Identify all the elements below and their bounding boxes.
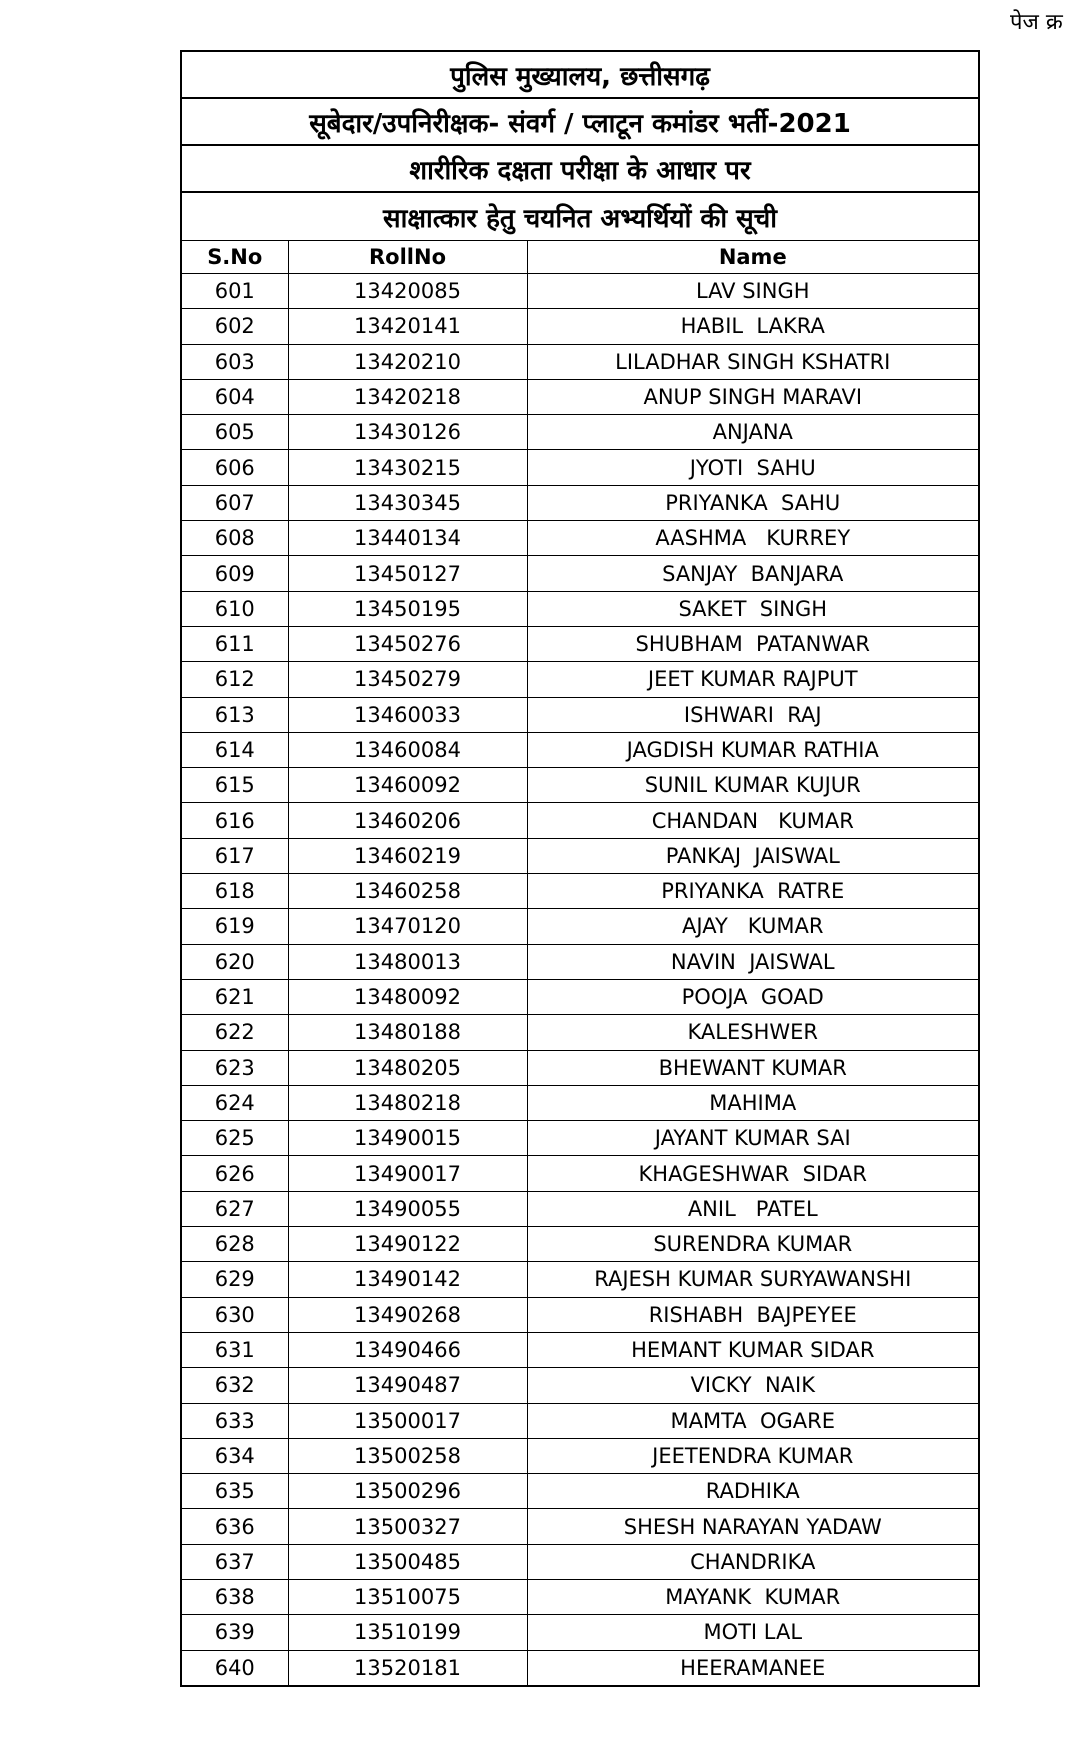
- table-row: [182, 309, 978, 344]
- cell-name: CHANDAN KUMAR: [527, 803, 978, 838]
- cell-sno: 638: [182, 1579, 288, 1614]
- table-row: [182, 1650, 978, 1685]
- cell-rollno: 13500258: [288, 1438, 527, 1473]
- cell-name: RISHABH BAJPEYEE: [527, 1297, 978, 1332]
- cell-rollno: 13420085: [288, 274, 527, 309]
- table-row: [182, 626, 978, 661]
- table-row: [182, 1191, 978, 1226]
- cell-sno: 622: [182, 1015, 288, 1050]
- cell-name: JEET KUMAR RAJPUT: [527, 662, 978, 697]
- cell-sno: 603: [182, 344, 288, 379]
- cell-sno: 639: [182, 1615, 288, 1650]
- cell-rollno: 13510075: [288, 1579, 527, 1614]
- cell-sno: 613: [182, 697, 288, 732]
- cell-sno: 625: [182, 1121, 288, 1156]
- cell-rollno: 13420210: [288, 344, 527, 379]
- cell-name: LILADHAR SINGH KSHATRI: [527, 344, 978, 379]
- cell-rollno: 13450127: [288, 556, 527, 591]
- cell-rollno: 13420141: [288, 309, 527, 344]
- cell-rollno: 13520181: [288, 1650, 527, 1685]
- cell-sno: 616: [182, 803, 288, 838]
- cell-sno: 621: [182, 979, 288, 1014]
- header-rollno: RollNo: [288, 241, 527, 274]
- table-row: [182, 662, 978, 697]
- cell-rollno: 13460092: [288, 768, 527, 803]
- cell-sno: 634: [182, 1438, 288, 1473]
- cell-name: ISHWARI RAJ: [527, 697, 978, 732]
- cell-name: MAYANK KUMAR: [527, 1579, 978, 1614]
- cell-rollno: 13490122: [288, 1227, 527, 1262]
- header-name: Name: [527, 241, 978, 274]
- cell-sno: 612: [182, 662, 288, 697]
- cell-rollno: 13420218: [288, 379, 527, 414]
- cell-sno: 601: [182, 274, 288, 309]
- cell-rollno: 13490466: [288, 1332, 527, 1367]
- table-row: [182, 415, 978, 450]
- cell-name: ANJANA: [527, 415, 978, 450]
- cell-sno: 632: [182, 1368, 288, 1403]
- table-row: [182, 697, 978, 732]
- cell-rollno: 13470120: [288, 909, 527, 944]
- table-row: [182, 838, 978, 873]
- cell-rollno: 13480013: [288, 944, 527, 979]
- cell-sno: 640: [182, 1650, 288, 1685]
- cell-sno: 606: [182, 450, 288, 485]
- cell-rollno: 13460033: [288, 697, 527, 732]
- cell-rollno: 13450195: [288, 591, 527, 626]
- cell-name: NAVIN JAISWAL: [527, 944, 978, 979]
- cell-name: JAYANT KUMAR SAI: [527, 1121, 978, 1156]
- cell-sno: 624: [182, 1085, 288, 1120]
- title-recruitment: सूबेदार/उपनिरीक्षक- संवर्ग / प्लाटून कमांडर भर्ती-2021: [182, 99, 978, 146]
- table-row: [182, 874, 978, 909]
- cell-name: PRIYANKA RATRE: [527, 874, 978, 909]
- cell-name: SUNIL KUMAR KUJUR: [527, 768, 978, 803]
- cell-rollno: 13490017: [288, 1156, 527, 1191]
- cell-rollno: 13500017: [288, 1403, 527, 1438]
- cell-sno: 610: [182, 591, 288, 626]
- table-row: [182, 379, 978, 414]
- table-row: [182, 909, 978, 944]
- table-row: [182, 1085, 978, 1120]
- cell-rollno: 13510199: [288, 1615, 527, 1650]
- cell-name: PRIYANKA SAHU: [527, 485, 978, 520]
- cell-sno: 604: [182, 379, 288, 414]
- cell-rollno: 13450276: [288, 626, 527, 661]
- cell-sno: 605: [182, 415, 288, 450]
- table-row: [182, 1579, 978, 1614]
- cell-name: RAJESH KUMAR SURYAWANSHI: [527, 1262, 978, 1297]
- cell-name: JAGDISH KUMAR RATHIA: [527, 732, 978, 767]
- table-row: [182, 1474, 978, 1509]
- cell-sno: 635: [182, 1474, 288, 1509]
- table-row: [182, 556, 978, 591]
- cell-rollno: 13500296: [288, 1474, 527, 1509]
- cell-name: AASHMA KURREY: [527, 521, 978, 556]
- table-row: [182, 1615, 978, 1650]
- cell-sno: 636: [182, 1509, 288, 1544]
- table-row: [182, 1015, 978, 1050]
- cell-rollno: 13490055: [288, 1191, 527, 1226]
- table-row: [182, 768, 978, 803]
- cell-sno: 615: [182, 768, 288, 803]
- table-row: [182, 803, 978, 838]
- cell-rollno: 13490015: [288, 1121, 527, 1156]
- title-list-heading: साक्षात्कार हेतु चयनित अभ्यर्थियों की सूची: [383, 203, 777, 234]
- cell-name: JYOTI SAHU: [527, 450, 978, 485]
- table-row: [182, 1403, 978, 1438]
- cell-rollno: 13490487: [288, 1368, 527, 1403]
- table-row: [182, 732, 978, 767]
- cell-sno: 618: [182, 874, 288, 909]
- cell-sno: 623: [182, 1050, 288, 1085]
- cell-name: ANUP SINGH MARAVI: [527, 379, 978, 414]
- table-row: [182, 1050, 978, 1085]
- page-number-label: पेज क्र: [1010, 10, 1063, 35]
- cell-rollno: 13440134: [288, 521, 527, 556]
- cell-name: RADHIKA: [527, 1474, 978, 1509]
- cell-sno: 619: [182, 909, 288, 944]
- cell-rollno: 13490268: [288, 1297, 527, 1332]
- table-row: [182, 944, 978, 979]
- cell-rollno: 13500327: [288, 1509, 527, 1544]
- table-row: [182, 1438, 978, 1473]
- cell-name: SHUBHAM PATANWAR: [527, 626, 978, 661]
- table-row: [182, 1262, 978, 1297]
- cell-sno: 608: [182, 521, 288, 556]
- cell-name: KALESHWER: [527, 1015, 978, 1050]
- table-row: [182, 1297, 978, 1332]
- cell-name: SANJAY BANJARA: [527, 556, 978, 591]
- cell-rollno: 13430126: [288, 415, 527, 450]
- table-row: [182, 1509, 978, 1544]
- cell-name: MOTI LAL: [527, 1615, 978, 1650]
- cell-name: BHEWANT KUMAR: [527, 1050, 978, 1085]
- table-row: [182, 521, 978, 556]
- candidate-list-sheet: [180, 50, 980, 1687]
- cell-sno: 607: [182, 485, 288, 520]
- cell-rollno: 13430345: [288, 485, 527, 520]
- header-sno: S.No: [182, 241, 288, 274]
- cell-name: MAMTA OGARE: [527, 1403, 978, 1438]
- cell-name: LAV SINGH: [527, 274, 978, 309]
- cell-name: CHANDRIKA: [527, 1544, 978, 1579]
- table-row: [182, 591, 978, 626]
- cell-sno: 633: [182, 1403, 288, 1438]
- cell-sno: 620: [182, 944, 288, 979]
- cell-rollno: 13460084: [288, 732, 527, 767]
- cell-rollno: 13480092: [288, 979, 527, 1014]
- cell-sno: 626: [182, 1156, 288, 1191]
- cell-name: POOJA GOAD: [527, 979, 978, 1014]
- cell-name: SAKET SINGH: [527, 591, 978, 626]
- cell-name: SURENDRA KUMAR: [527, 1227, 978, 1262]
- cell-rollno: 13460219: [288, 838, 527, 873]
- cell-name: MAHIMA: [527, 1085, 978, 1120]
- table-row: [182, 1227, 978, 1262]
- title-exam-basis: शारीरिक दक्षता परीक्षा के आधार पर: [182, 146, 978, 193]
- cell-name: SHESH NARAYAN YADAW: [527, 1509, 978, 1544]
- candidate-table: [182, 240, 978, 1685]
- cell-sno: 602: [182, 309, 288, 344]
- cell-name: HABIL LAKRA: [527, 309, 978, 344]
- table-row: [182, 485, 978, 520]
- table-row: [182, 1544, 978, 1579]
- cell-sno: 614: [182, 732, 288, 767]
- table-row: [182, 979, 978, 1014]
- cell-sno: 611: [182, 626, 288, 661]
- cell-rollno: 13480218: [288, 1085, 527, 1120]
- table-row: [182, 1121, 978, 1156]
- cell-name: AJAY KUMAR: [527, 909, 978, 944]
- cell-rollno: 13450279: [288, 662, 527, 697]
- cell-name: HEERAMANEE: [527, 1650, 978, 1685]
- table-header-row: [182, 241, 978, 274]
- cell-sno: 609: [182, 556, 288, 591]
- cell-rollno: 13500485: [288, 1544, 527, 1579]
- cell-sno: 629: [182, 1262, 288, 1297]
- table-row: [182, 450, 978, 485]
- table-row: [182, 1368, 978, 1403]
- cell-name: HEMANT KUMAR SIDAR: [527, 1332, 978, 1367]
- cell-name: ANIL PATEL: [527, 1191, 978, 1226]
- cell-rollno: 13490142: [288, 1262, 527, 1297]
- cell-sno: 628: [182, 1227, 288, 1262]
- cell-sno: 617: [182, 838, 288, 873]
- cell-sno: 627: [182, 1191, 288, 1226]
- cell-rollno: 13430215: [288, 450, 527, 485]
- table-row: [182, 1156, 978, 1191]
- cell-name: JEETENDRA KUMAR: [527, 1438, 978, 1473]
- table-row: [182, 1332, 978, 1367]
- cell-sno: 637: [182, 1544, 288, 1579]
- cell-sno: 630: [182, 1297, 288, 1332]
- title-office: पुलिस मुख्यालय, छत्तीसगढ़: [182, 52, 978, 99]
- cell-name: VICKY NAIK: [527, 1368, 978, 1403]
- cell-name: PANKAJ JAISWAL: [527, 838, 978, 873]
- cell-rollno: 13460258: [288, 874, 527, 909]
- table-body: [182, 274, 978, 1685]
- table-row: [182, 274, 978, 309]
- cell-rollno: 13480188: [288, 1015, 527, 1050]
- cell-name: KHAGESHWAR SIDAR: [527, 1156, 978, 1191]
- cell-sno: 631: [182, 1332, 288, 1367]
- cell-rollno: 13460206: [288, 803, 527, 838]
- table-row: [182, 344, 978, 379]
- cell-rollno: 13480205: [288, 1050, 527, 1085]
